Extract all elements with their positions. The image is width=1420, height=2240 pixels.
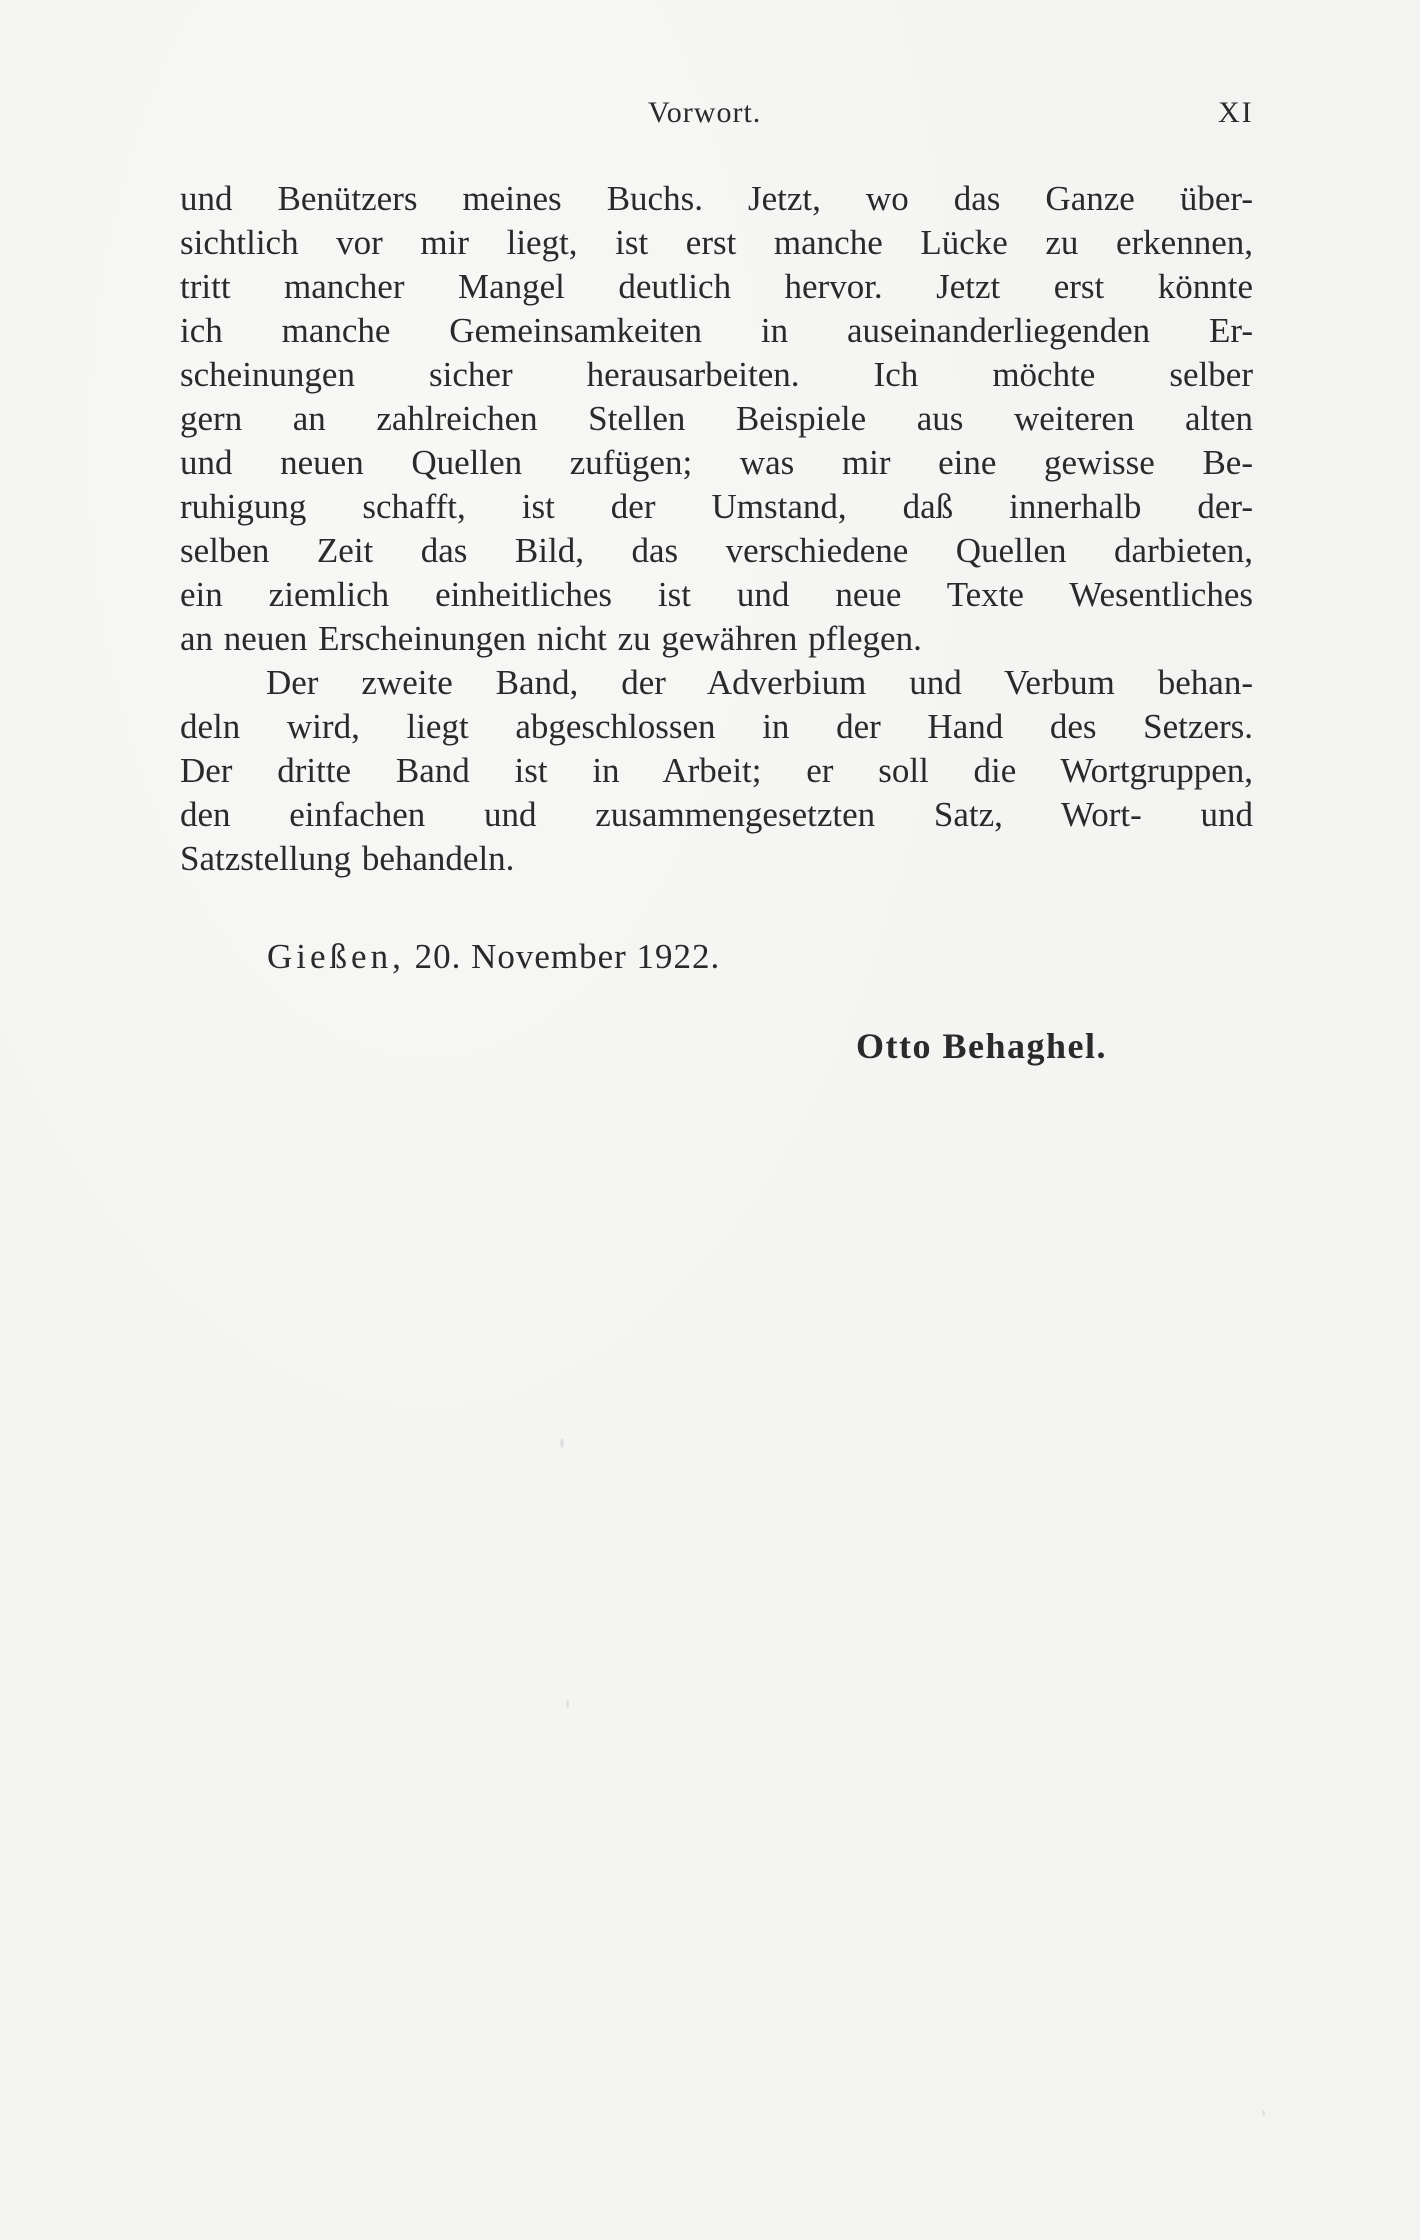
text-line: Der dritte Band ist in Arbeit; er soll die Wortgruppen,	[180, 751, 1253, 790]
place-name: Gießen,	[267, 937, 405, 976]
text-line: den einfachen und zusammengesetzten Satz, Wort- und	[180, 795, 1253, 834]
text-line: tritt mancher Mangel deutlich hervor. Jetzt erst könnte	[180, 267, 1253, 306]
text-line: ich manche Gemeinsamkeiten in auseinanderliegenden Er-	[180, 311, 1253, 350]
running-title: Vorwort.	[648, 96, 762, 129]
text-line: ruhigung schafft, ist der Umstand, daß innerhalb der-	[180, 487, 1253, 526]
text-line: deln wird, liegt abgeschlossen in der Hand des Setzers.	[180, 707, 1253, 746]
text-line: sichtlich vor mir liegt, ist erst manche Lücke zu erkennen,	[180, 223, 1253, 262]
running-head	[0, 96, 1420, 136]
page-number: XI	[1218, 96, 1254, 129]
scan-speck	[560, 1438, 564, 1448]
scan-speck	[1262, 2110, 1265, 2116]
body-text	[180, 177, 1253, 881]
text-line: an neuen Erscheinungen nicht zu gewähren pflegen.	[180, 619, 922, 658]
author-signature: Otto Behaghel.	[856, 1026, 1107, 1066]
date: 20. November 1922.	[414, 937, 721, 976]
dateline	[267, 935, 720, 979]
text-line: Satzstellung behandeln.	[180, 839, 515, 878]
scan-speck	[566, 1700, 569, 1708]
text-line: gern an zahlreichen Stellen Beispiele aus weiteren alten	[180, 399, 1253, 438]
text-line: scheinungen sicher herausarbeiten. Ich möchte selber	[180, 355, 1253, 394]
text-line: und Benützers meines Buchs. Jetzt, wo das Ganze über-	[180, 179, 1253, 218]
text-line: selben Zeit das Bild, das verschiedene Quellen darbieten,	[180, 531, 1253, 570]
text-line: und neuen Quellen zufügen; was mir eine gewisse Be-	[180, 443, 1253, 482]
text-line: ein ziemlich einheitliches ist und neue Texte Wesentliches	[180, 575, 1253, 614]
paragraph-2	[180, 661, 1253, 881]
paragraph-1	[180, 177, 1253, 661]
text-line: Der zweite Band, der Adverbium und Verbum behan-	[266, 663, 1253, 702]
